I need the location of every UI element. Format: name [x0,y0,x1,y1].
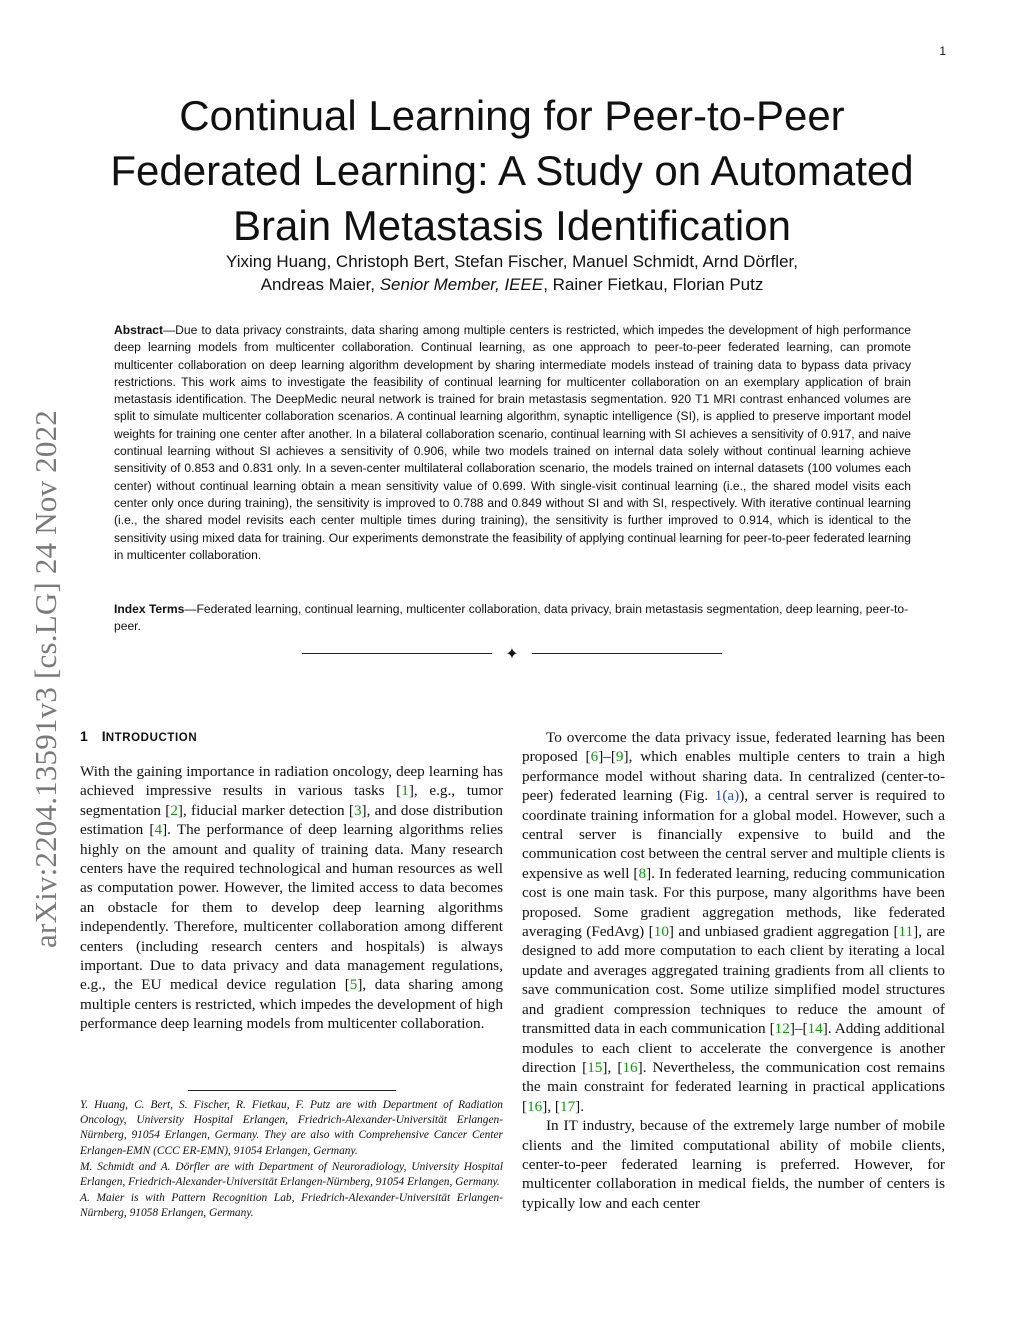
abstract [114,322,911,564]
section-title-rest: NTRODUCTION [105,732,198,744]
citation-link[interactable]: 15 [587,1058,603,1076]
footnote: M. Schmidt and A. Dörfler are with Department of Neuroradiology, University Hospital Erlangen, Friedrich-Alexander-Universität Erlangen-Nürnberg, 91054 Erlangen, Germany. [80,1160,503,1189]
footnote: A. Maier is with Pattern Recognition Lab, Friedrich-Alexander-Universität Erlangen-Nürnberg, 91058 Erlangen, Germany. [80,1192,503,1220]
section-heading [80,728,197,744]
citation-link[interactable]: 6 [590,748,599,766]
member-role: Senior Member, IEEE [379,275,544,294]
author-text: Andreas Maier, [260,275,380,294]
paper-title: Continual Learning for Peer-to-Peer Federated Learning: A Study on Automated Brain Metastasis Identification [110,92,914,249]
section-number: 1 [80,728,88,744]
citation-link[interactable]: 16 [622,1058,638,1076]
body-text: . Nevertheless, the communication cost remains the main constraint for federated learning in practical applications [522,1058,945,1096]
figure-link[interactable]: 1(a) [714,787,740,805]
footnote: Y. Huang, C. Bert, S. Fischer, R. Fietkau, F. Putz are with Department of Radiation Oncology, University Hospital Erlangen, Friedrich-Alexander-Universität Erlangen-Nürnberg, 91054 Erlangen, Germany. They are also with Comprehensive Cancer Center Erlangen-EMN (CCC ER-EMN), 91054 Erlangen, Germany. [80,1099,503,1157]
body-paragraph: In IT industry, because of the extremely large number of mobile clients and the limited computational ability of mobile clients, center-to-peer federated learning is preferred. However, for multicenter collaboration in medical fields, the number of centers is typically low and each center [522,1117,945,1212]
citation-link[interactable]: 1 [401,782,409,800]
arxiv-stamp: arXiv:2204.13591v3 [cs.LG] 24 Nov 2022 [28,410,63,948]
body-text: , e.g., tumor segmentation [80,782,503,819]
author-list [80,250,944,296]
body-text: With the gaining importance in radiation oncology, deep learning has achieved impressive results in various tasks [80,763,503,800]
intro-paragraph: With the gaining importance in radiation oncology, deep learning has achieved impressive results in various tasks [1], e.g., tumor segmentation [2], fiducial marker detection [3], and dose distribution estimation [4]. The performance of deep learning algorithms relies highly on the amount and quality of training data. Many research centers have the required technological and human resources as well as computation power. However, the limited access to data becomes an obstacle for them to develop deep learning algorithms independently. Therefore, multicenter collaboration among different centers (including research centers and hospitals) is always important. Due to data privacy and data management regulations, e.g., the EU medical device regulation [5], data sharing among multiple centers is restricted, which impedes the development of high performance deep learning models from multicenter collaboration. [80,763,504,1033]
body-text: , [607,1058,618,1076]
footnote-rule [188,1090,396,1091]
body-text: and unbiased gradient aggregation [673,923,894,941]
citation-link[interactable]: 9 [615,748,624,766]
section-divider [302,646,722,662]
body-text: , [547,1097,555,1115]
body-text: ), a central server is required to coordinate training information for a global model. However, such a central server is financially expensive to build and the communication cost between the central server and multiple clients is expensive as well [522,787,946,882]
left-column [80,762,503,1034]
author-text: , Rainer Fietkau, Florian Putz [543,275,764,294]
body-text: – [794,1020,803,1038]
citation-link[interactable]: 8 [638,864,647,882]
page-number: 1 [939,44,946,58]
body-text: . Adding additional modules to each client to accelerate the convergence is another direction [522,1020,945,1076]
body-paragraph: To overcome the data privacy issue, federated learning has been proposed [6]–[9], which enables multiple centers to train a high performance model without sharing data. In centralized (center-to-peer) federated learning (Fig. 1(a)), a central server is required to coordinate training information for a global model. However, such a central server is financially expensive to build and the communication cost between the central server and multiple clients is expensive as well [8]. In federated learning, reducing communication cost is one main task. For this purpose, many algorithms have been proposed. Some gradient aggregation methods, like federated averaging (FedAvg) [10] and unbiased gradient aggregation [11], are designed to add more computation to each client by iterating a local update and averages aggregated training gradients from all clients to save communication cost. Some utilize simplified model structures and gradient compression techniques to reduce the amount of transmitted data in each communication [12]–[14]. Adding additional modules to each client to accelerate the convergence is another direction [15], [16]. Nevertheless, the communication cost remains the main constraint for federated learning in practical applications [16], [17]. [522,729,946,1115]
body-text: , and dose distribution estimation [80,801,503,839]
citation-link[interactable]: 3 [353,801,362,819]
citation-link[interactable]: 5 [349,976,358,994]
citation-link[interactable]: 4 [154,821,163,839]
divider-line-left [302,653,492,654]
index-terms-text: —Federated learning, continual learning, multicenter collaboration, data privacy, brain metastasis segmentation, deep learning, peer-to-peer. [114,602,909,634]
divider-line-right [532,653,722,654]
body-text: , are designed to add more computation to each client by iterating a local update and averages aggregated training gradients from all clients to save communication cost. Some utilize simplified model structures and gradient compression techniques to reduce the amount of transmitted data in each communication [522,923,945,1038]
affiliation-footnotes [80,1098,503,1223]
abstract-text: —Due to data privacy constraints, data sharing among multiple centers is restricted, which impedes the development of high performance deep learning models from multicenter collaboration. Continual learning, as one approach to peer-to-peer federated learning, can promote multicenter collaboration on deep learning algorithm development by sharing intermediate models instead of training data to bypass data privacy restrictions. This work aims to investigate the feasibility of continual learning for multicenter collaboration on an exemplary application of brain metastasis identification. The DeepMedic neural network is trained for brain metastasis segmentation. 920 T1 MRI contrast enhanced volumes are split to simulate multicenter collaboration scenarios. A continual learning algorithm, synaptic intelligence (SI), is applied to preserve important model weights for training one center after another. In a bilateral collaboration scenario, continual learning with SI achieves a sensitivity of 0.917, and naive continual learning without SI achieves a sensitivity of 0.906, while two models trained on internal data solely without continual learning achieve sensitivity of 0.853 and 0.831 only. In a seven-center multilateral collaboration scenario, the models trained on internal datasets (100 volumes each center) without continual learning obtain a mean sensitivity value of 0.699. With single-visit continual learning (i.e., the shared model visits each center only once during training), the sensitivity is improved to 0.788 and 0.849 without SI and with SI, respectively. With iterative continual learning (i.e., the shared model revisits each center multiple times during training), the sensitivity is further improved to 0.914, which is identical to the sensitivity using mixed data for training. Our experiments demonstrate the feasibility of applying continual learning for peer-to-peer federated learning in multicenter collaboration. [114,323,911,562]
index-terms-label: Index Terms [114,602,185,616]
author-line-1: Yixing Huang, Christoph Bert, Stefan Fischer, Manuel Schmidt, Arnd Dörfler, [226,252,798,271]
body-text: – [603,748,611,766]
author-line-2 [80,273,944,296]
citation-link[interactable]: 12 [774,1020,790,1038]
body-text: . In federated learning, reducing communication cost is one main task. For this purpose, many algorithms have been proposed. Some gradient aggregation methods, like federated averaging (FedAvg) [522,864,946,941]
body-text: To overcome the data privacy issue, federated learning has been proposed [522,729,945,766]
right-column [522,728,945,1213]
citation-link[interactable]: 14 [807,1020,823,1038]
citation-link[interactable]: 16 [527,1097,543,1115]
diamond-star-icon: ✦ [505,644,519,663]
body-text: , which enables multiple centers to train a high performance model without sharing data. In centralized (center-to-peer) federated learning (Fig. [522,748,945,805]
citation-link[interactable]: 2 [170,801,178,819]
citation-link[interactable]: 10 [653,923,669,941]
body-text: , fiducial marker detection [182,801,349,819]
body-text: , data sharing among multiple centers is restricted, which impedes the development of high performance deep learning models from multicenter collaboration. [80,976,504,1033]
index-terms [114,601,911,636]
body-text: . The performance of deep learning algorithms relies highly on the amount and quality of training data. Many research centers have the required technological and human resources as well as computation power. However, the limited access to data becomes an obstacle for them to develop deep learning algorithms independently. Therefore, multicenter collaboration among different centers (including research centers and hospitals) is always important. Due to data privacy and data management regulations, e.g., the EU medical device regulation [80,821,503,994]
abstract-label: Abstract [114,323,164,337]
citation-link[interactable]: 17 [559,1097,576,1115]
section-title-initial: I [101,728,106,744]
citation-link[interactable]: 11 [898,923,914,941]
body-text: . [580,1097,585,1115]
